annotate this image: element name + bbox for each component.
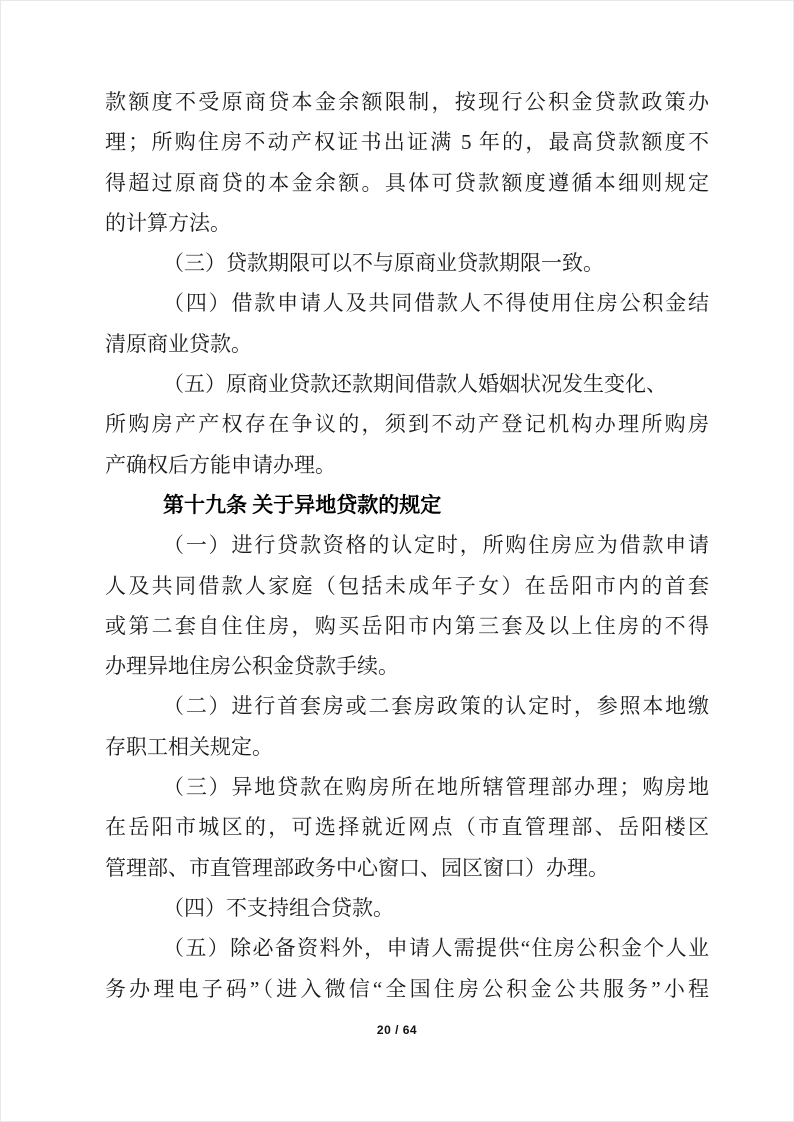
text-line: 在岳阳市城区的，可选择就近网点（市直管理部、岳阳楼区 [105,815,709,840]
text-line: （四）借款申请人及共同借款人不得使用住房公积金结 [163,291,709,316]
text-line: 管理部、市直管理部政务中心窗口、园区窗口）办理。 [105,855,609,880]
text-line: 的计算方法。 [105,210,231,235]
text-line: （一）进行贷款资格的认定时，所购住房应为借款申请 [163,533,709,558]
text-line: 人及共同借款人家庭（包括未成年子女）在岳阳市内的首套 [105,573,709,598]
text-line: 款额度不受原商贷本金余额限制，按现行公积金贷款政策办 [105,90,709,114]
section-heading-line: 第十九条 关于异地贷款的规定 [163,492,442,517]
text-line: （三）异地贷款在购房所在地所辖管理部办理；购房地 [163,775,709,800]
text-line: （二）进行首套房或二套房政策的认定时，参照本地缴 [163,694,709,719]
text-line: （五）原商业贷款还款期间借款人婚姻状况发生变化、 [163,372,667,397]
page-number: 20 / 64 [376,1023,418,1037]
text-line: 产确权后方能申请办理。 [105,452,336,477]
text-line: 或第二套自住住房，购买岳阳市内第三套及以上住房的不得 [105,613,709,638]
text-line: 得超过原商贷的本金余额。具体可贷款额度遵循本细则规定 [105,170,709,195]
text-line: 所购房产产权存在争议的，须到不动产登记机构办理所购房 [105,412,709,437]
text-line: 务办理电子码”（进入微信“全国住房公积金公共服务”小程 [105,976,709,1001]
text-line: （四）不支持组合贷款。 [163,895,394,920]
text-line: 办理异地住房公积金贷款手续。 [105,654,399,679]
text-line: 存职工相关规定。 [105,734,273,759]
text-block [105,82,709,1009]
text-line: （三）贷款期限可以不与原商业贷款期限一致。 [163,251,604,276]
text-line: 理；所购住房不动产权证书出证满 5 年的，最高贷款额度不 [105,130,709,155]
text-line: 清原商业贷款。 [105,331,252,356]
text-line: （五）除必备资料外，申请人需提供“住房公积金个人业 [163,936,709,961]
